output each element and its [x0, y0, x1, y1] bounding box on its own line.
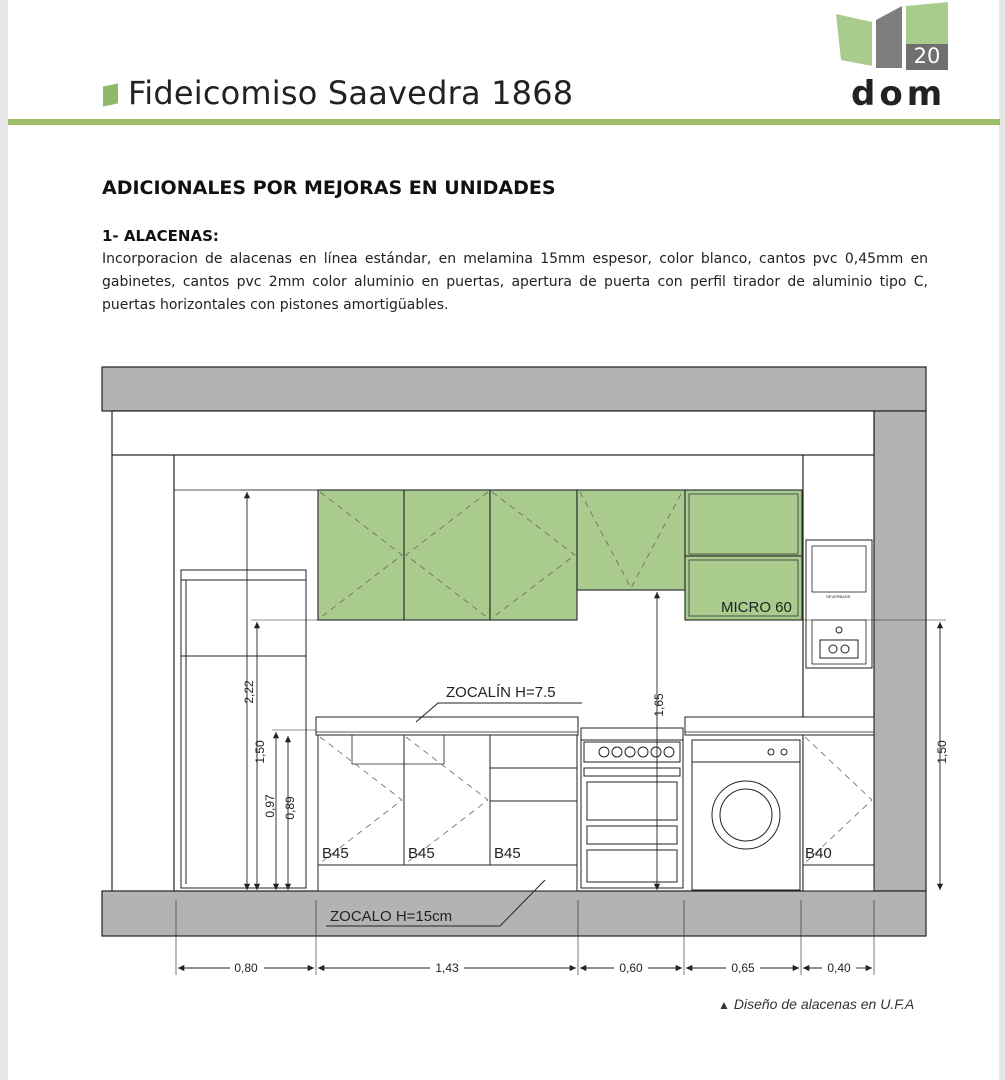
- caption-text: Diseño de alacenas en U.F.A: [733, 996, 915, 1012]
- ceiling-wall: [102, 367, 926, 411]
- upper-cabinet-top: [685, 490, 802, 556]
- dim-label-0-80: 0,80: [234, 961, 258, 975]
- document-title: Fideicomiso Saavedra 1868: [128, 74, 574, 112]
- dim-label-0-89: 0,89: [283, 796, 297, 820]
- micro-label: MICRO 60: [721, 599, 792, 616]
- zocalo-label: ZOCALO H=15cm: [330, 908, 453, 925]
- dim-label-0-60: 0,60: [619, 961, 643, 975]
- upper-cabinet-hood: [577, 490, 685, 590]
- section-heading: ADICIONALES POR MEJORAS EN UNIDADES: [102, 177, 556, 199]
- dim-label-2-22: 2,22: [242, 680, 256, 704]
- description-paragraph: Incorporacion de alacenas en línea estándar, en melamina 15mm espesor, color blanco, cantos pvc 0,45mm en gabinetes, cantos pvc 2mm color aluminio en puertas, apertura de puerta con perfil tirador de aluminio tipo C, puertas horizontales con pistones amortigüables.: [102, 251, 928, 313]
- right-wall: [874, 411, 926, 891]
- upper-cabinet-2: [404, 490, 490, 620]
- upper-cabinet-3: [490, 490, 577, 620]
- dim-label-0-97: 0,97: [263, 794, 277, 818]
- subsection-heading: 1- ALACENAS:: [102, 227, 219, 245]
- heater-brand-label: SEVERBAGE: [826, 594, 851, 599]
- dim-label-1-50-left: 1,50: [253, 740, 267, 764]
- triangle-icon: ▲: [718, 998, 730, 1012]
- zocalin-label: ZOCALÍN H=7.5: [446, 684, 556, 701]
- soffit: [112, 411, 874, 455]
- base-cabinet-label-3: B45: [494, 845, 521, 862]
- water-heater: [806, 540, 872, 668]
- washing-machine: [692, 740, 800, 890]
- logo-text: dom: [851, 74, 947, 114]
- base-cabinet-label-2: B45: [408, 845, 435, 862]
- dim-label-1-43: 1,43: [435, 961, 459, 975]
- refrigerator: [181, 570, 306, 888]
- plinth-right: [803, 865, 874, 891]
- upper-cabinet-1: [318, 490, 404, 620]
- dim-label-0-65: 0,65: [731, 961, 755, 975]
- floor-slab: [102, 891, 926, 936]
- logo-number: 20: [913, 44, 941, 68]
- dim-label-1-50-right: 1,50: [935, 740, 949, 764]
- base-cabinet-label-4: B40: [805, 845, 832, 862]
- base-cabinet-label-1: B45: [322, 845, 349, 862]
- dim-label-0-40: 0,40: [827, 961, 851, 975]
- figure-caption: [718, 996, 914, 1012]
- dim-label-1-65: 1,65: [652, 693, 666, 717]
- cooker: [581, 728, 683, 888]
